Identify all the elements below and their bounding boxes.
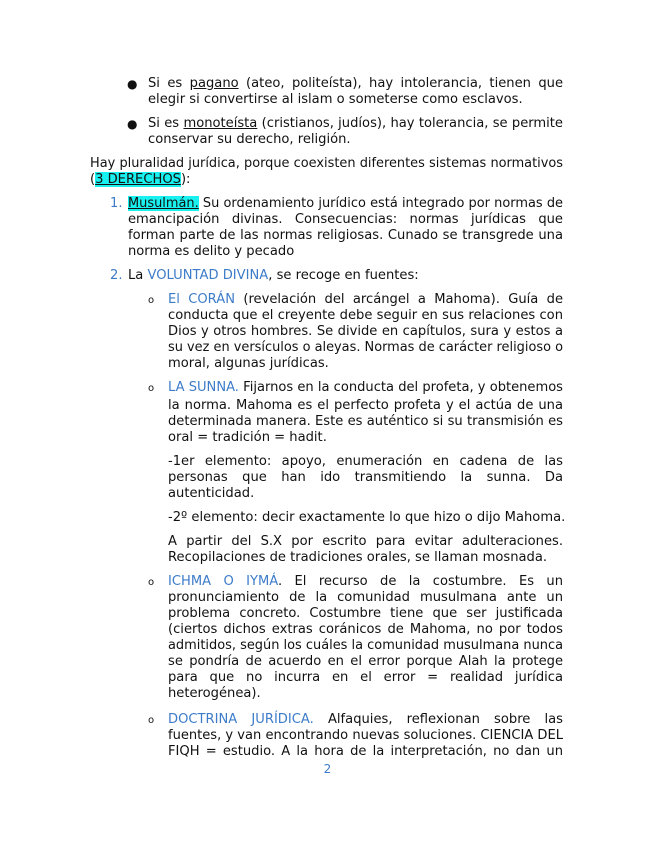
bullet-dot: ● bbox=[127, 77, 138, 91]
heading-term: El CORÁN bbox=[168, 292, 236, 307]
text-line: conducta que el creyente debe seguir en sus relaciones con bbox=[168, 308, 563, 323]
text-line: la norma. Mahoma es el perfecto profeta y el actúa de una bbox=[168, 398, 563, 413]
heading-term: DOCTRINA JURÍDICA. bbox=[168, 712, 314, 727]
text-segment: (revelación del arcángel a Mahoma). Guía de bbox=[235, 292, 563, 307]
text-line bbox=[168, 712, 563, 728]
heading-term: LA SUNNA. bbox=[168, 380, 239, 395]
text-line: -1er elemento: apoyo, enumeración en cadena de las bbox=[168, 454, 563, 469]
text-line: FIQH = estudio. A la hora de la interpretación, no dan un bbox=[168, 744, 563, 759]
text-line: emancipación divinas. Consecuencias: normas jurídicas que bbox=[128, 212, 563, 227]
text-line: elegir si convertirse al islam o someterse como esclavos. bbox=[148, 92, 523, 107]
text-segment: Fijarnos en la conducta del profeta, y obtenemos bbox=[238, 380, 563, 395]
text-line: Recopilaciones de tradiciones orales, se llaman mosnada. bbox=[168, 550, 548, 565]
text-segment: Si es bbox=[148, 116, 184, 131]
text-line bbox=[168, 380, 563, 396]
bullet-dot: ● bbox=[127, 117, 138, 131]
underlined-term: monoteísta bbox=[183, 116, 258, 131]
text-line bbox=[128, 196, 563, 212]
intro-line bbox=[90, 172, 190, 188]
text-line: problema concreto. Costumbre tiene que ser justificada bbox=[168, 606, 563, 621]
text-line: personas que han ido transmitiendo la sunna. Da bbox=[168, 470, 563, 485]
text-line: A partir del S.X por escrito para evitar adulteraciones. bbox=[168, 534, 563, 549]
list-number: 2. bbox=[110, 268, 123, 283]
text-line: moral, algunas jurídicas. bbox=[168, 356, 329, 371]
text-line: (ciertos dichos extras coránicos de Mahoma, no por todos bbox=[168, 622, 563, 637]
highlighted-term: 3 DERECHOS bbox=[95, 172, 181, 187]
text-line: heterogénea). bbox=[168, 686, 261, 701]
text-segment: (cristianos, judíos), hay tolerancia, se permite bbox=[257, 116, 563, 131]
text-line: norma es delito y pecado bbox=[128, 244, 295, 259]
text-line: determinada manera. Este es auténtico si su transmisión es bbox=[168, 414, 563, 429]
text-segment: (ateo, politeísta), hay intolerancia, tienen que bbox=[238, 76, 563, 91]
circle-bullet: o bbox=[148, 383, 155, 394]
circle-bullet: o bbox=[148, 577, 155, 588]
underlined-term: pagano bbox=[189, 76, 239, 91]
text-line: se pondría de acuerdo en el error porque Alah la protege bbox=[168, 654, 563, 669]
text-segment: ( bbox=[90, 172, 96, 187]
text-line: Dios y otros hombres. Se divide en capítulos, sura y estos a bbox=[168, 324, 563, 339]
text-segment: Alfaquies, reflexionan sobre las bbox=[313, 712, 563, 727]
circle-bullet: o bbox=[148, 295, 155, 306]
text-line bbox=[128, 268, 419, 284]
text-line bbox=[148, 116, 563, 132]
text-segment: ): bbox=[180, 172, 191, 187]
text-line: oral = tradición = hadit. bbox=[168, 430, 327, 445]
text-line: pronunciamiento de la comunidad musulmana ante un bbox=[168, 590, 563, 605]
list-number: 1. bbox=[110, 196, 123, 211]
text-line bbox=[148, 76, 563, 92]
text-line: conservar su derecho, religión. bbox=[148, 132, 351, 147]
text-segment: . El recurso de la costumbre. Es un bbox=[277, 574, 563, 589]
text-segment: Si es bbox=[148, 76, 190, 91]
text-line: su vez en versículos o aleyas. Normas de carácter religioso o bbox=[168, 340, 563, 355]
text-line: para que no incurra en el error = realidad jurídica bbox=[168, 670, 563, 685]
text-line: -2º elemento: decir exactamente lo que hizo o dijo Mahoma. bbox=[168, 510, 566, 525]
text-segment: , se recoge en fuentes: bbox=[268, 268, 419, 283]
highlighted-term: Musulmán. bbox=[128, 196, 199, 211]
text-line: fuentes, y van encontrando nuevas soluciones. CIENCIA DEL bbox=[168, 728, 563, 743]
circle-bullet: o bbox=[148, 715, 155, 726]
text-segment: Su ordenamiento jurídico está integrado por normas de bbox=[198, 196, 563, 211]
text-line: admitidos, según los cuáles la comunidad musulmana nunca bbox=[168, 638, 564, 653]
heading-term: ICHMA O IYMÁ bbox=[168, 574, 278, 589]
text-line: forman parte de las normas religiosas. Cunado se transgrede una bbox=[128, 228, 563, 243]
text-segment: La bbox=[128, 268, 148, 283]
text-line: autenticidad. bbox=[168, 486, 255, 501]
heading-term: VOLUNTAD DIVINA bbox=[147, 268, 269, 283]
page-number: 2 bbox=[323, 762, 332, 776]
intro-line: Hay pluralidad jurídica, porque coexisten diferentes sistemas normativos bbox=[90, 156, 563, 171]
text-line bbox=[168, 574, 563, 590]
text-line bbox=[168, 292, 563, 308]
